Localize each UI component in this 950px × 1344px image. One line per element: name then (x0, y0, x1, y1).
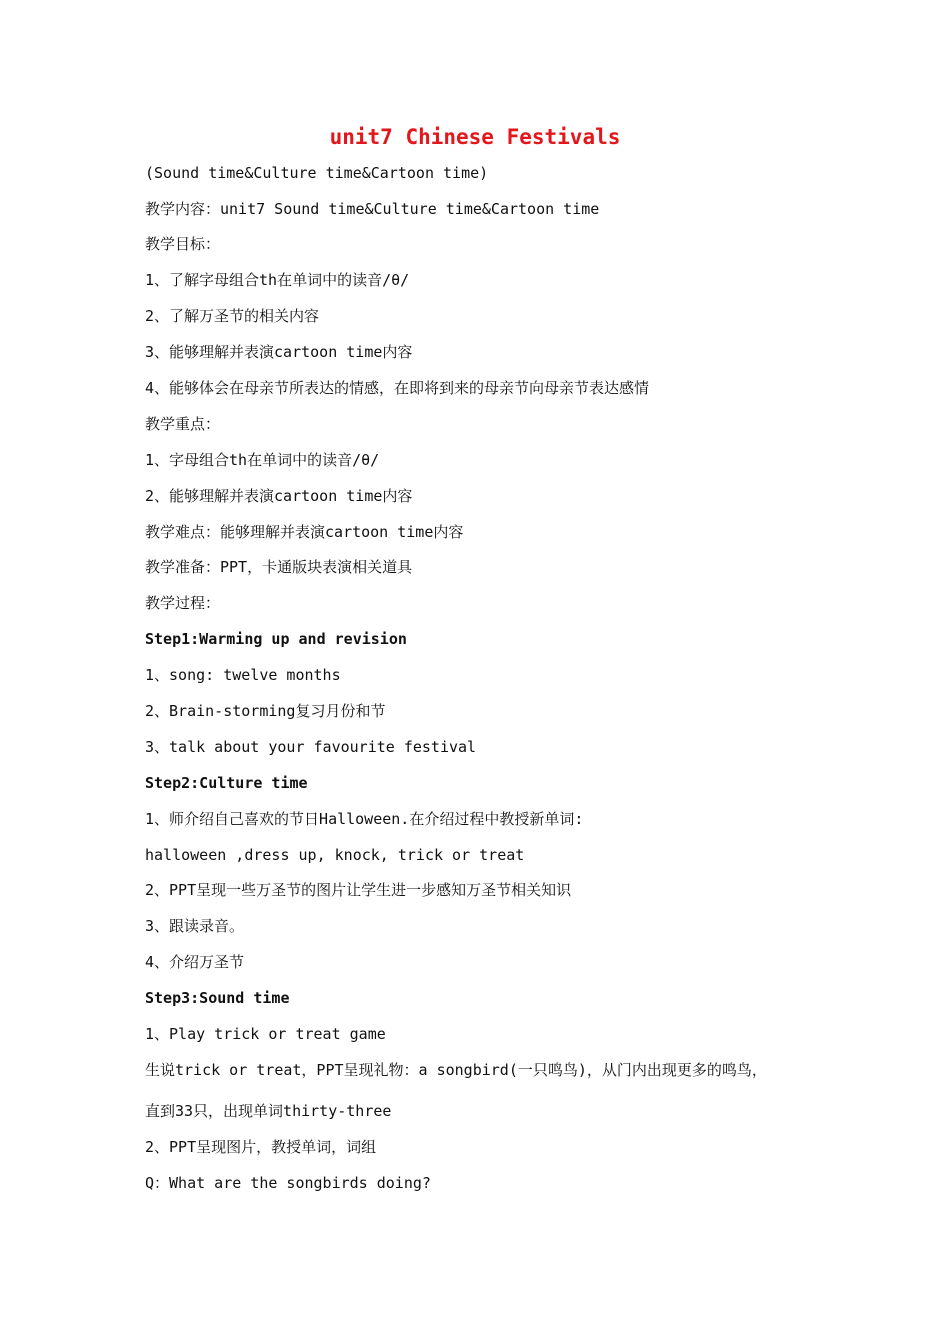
step-item: 3、跟读录音。 (145, 917, 245, 935)
step-heading: Step1:Warming up and revision (145, 630, 407, 648)
objective-item: 3、能够理解并表演cartoon time内容 (145, 343, 413, 361)
step-item: 3、talk about your favourite festival (145, 738, 477, 756)
section-heading-objectives: 教学目标： (145, 235, 221, 253)
key-point-item: 1、字母组合th在单词中的读音/θ/ (145, 451, 380, 469)
section-heading-process: 教学过程： (145, 594, 221, 612)
step-item: 1、师介绍自己喜欢的节日Halloween.在介绍过程中教授新单词: (145, 810, 584, 828)
step-heading: Step2:Culture time (145, 774, 308, 792)
step-detail-line: 直到33只，出现单词thirty-three (145, 1102, 392, 1120)
difficulty-line: 教学难点：能够理解并表演cartoon time内容 (145, 523, 464, 541)
document-title: unit7 Chinese Festivals (329, 125, 621, 149)
subtitle-line: (Sound time&Culture time&Cartoon time) (145, 164, 489, 182)
objective-item: 4、能够体会在母亲节所表达的情感，在即将到来的母亲节向母亲节表达感情 (145, 379, 650, 397)
vocabulary-line: halloween ,dress up, knock, trick or treat (145, 846, 525, 864)
preparation-line: 教学准备：PPT，卡通版块表演相关道具 (145, 558, 413, 576)
objective-item: 2、了解万圣节的相关内容 (145, 307, 320, 325)
step-item: 2、PPT呈现一些万圣节的图片让学生进一步感知万圣节相关知识 (145, 881, 572, 899)
step-item: 2、Brain-storming复习月份和节 (145, 702, 386, 720)
step-heading: Step3:Sound time (145, 989, 290, 1007)
step-item: 1、song: twelve months (145, 666, 341, 684)
step-item: 1、Play trick or treat game (145, 1025, 386, 1043)
step-item: 4、介绍万圣节 (145, 953, 245, 971)
step-detail-line: 生说trick or treat，PPT呈现礼物：a songbird(一只鸣鸟)，从门内出现更多的鸣鸟， (145, 1061, 767, 1079)
section-heading-key-points: 教学重点： (145, 415, 221, 433)
objective-item: 1、了解字母组合th在单词中的读音/θ/ (145, 271, 410, 289)
question-line: Q：What are the songbirds doing? (145, 1174, 431, 1192)
step-item: 2、PPT呈现图片，教授单词，词组 (145, 1138, 377, 1156)
key-point-item: 2、能够理解并表演cartoon time内容 (145, 487, 413, 505)
content-line: 教学内容：unit7 Sound time&Culture time&Cartoon time (145, 200, 600, 218)
